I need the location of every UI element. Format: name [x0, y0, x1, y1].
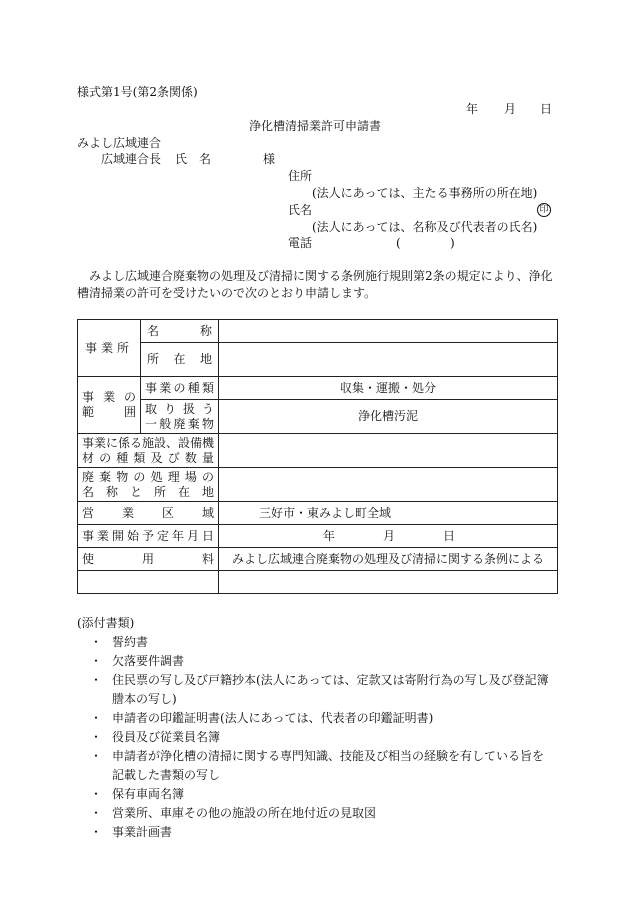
attachment-text: 欠落要件調書: [112, 654, 185, 668]
office-address-value: [219, 343, 558, 377]
facility-value: [219, 434, 558, 468]
bullet-mark: ・: [90, 806, 103, 820]
bullet-mark: ・: [90, 654, 103, 668]
facility-label-1: 事業に係る施設、設備機: [82, 435, 215, 450]
attachment-text: 保有車両名簿: [112, 787, 185, 801]
list-item: [90, 823, 555, 842]
list-item: [90, 728, 555, 747]
phone-paren-open: (: [396, 236, 401, 250]
bullet-mark: ・: [90, 635, 103, 649]
attachments-list: [90, 633, 555, 842]
addressee-name-label: 氏 名: [175, 152, 212, 166]
document-title: 浄化槽清掃業許可申請書: [248, 119, 381, 133]
scope-label-cell: [78, 377, 141, 434]
list-item: [90, 747, 555, 785]
date-month: 月: [504, 102, 517, 116]
blank-value-cell: [219, 571, 558, 594]
fee-label: 使用料: [78, 548, 219, 571]
attachment-text: 住民票の写し及び戸籍抄本(法人にあっては、定款又は寄附行為の写し及び登記簿謄本の写し): [112, 673, 549, 706]
bullet-mark: ・: [90, 730, 103, 744]
start-date-label: 事業開始予定年月日: [78, 525, 219, 548]
disposal-label-cell: [78, 468, 219, 502]
start-month: 月: [383, 528, 396, 543]
blank-label-cell: [78, 571, 219, 594]
attachment-text: 誓約書: [112, 635, 149, 649]
seal-mark: 印: [537, 203, 551, 217]
business-type-value: 収集・運搬・処分: [219, 377, 558, 400]
list-item: [90, 804, 555, 823]
disposal-label-2: 名称と所在地: [82, 484, 214, 499]
waste-label-cell: [141, 400, 219, 434]
phone-paren-close: ): [450, 236, 455, 250]
addressee-honorific: 様: [263, 152, 276, 166]
applicant-name-label: 氏名: [288, 203, 313, 217]
application-statement: みよし広域連合廃棄物の処理及び清掃に関する条例施行規則第2条の規定により、浄化槽清掃業の許可を受けたいので次のとおり申請します。: [77, 269, 553, 300]
list-item: [90, 652, 555, 671]
date-day: 日: [540, 102, 553, 116]
bullet-mark: ・: [90, 673, 103, 687]
applicant-phone-label: 電話: [288, 236, 313, 250]
start-day: 日: [443, 528, 456, 543]
attachment-text: 申請者が浄化槽の清掃に関する専門知識、技能及び相当の経験を有している旨を記載した書類の写し: [112, 749, 545, 782]
date-year: 年: [466, 102, 479, 116]
applicant-address-label: 住所: [288, 169, 313, 183]
business-type-label: 事業の種類: [141, 377, 219, 400]
applicant-name-note: (法人にあっては、名称及び代表者の氏名): [312, 220, 538, 234]
scope-label-1: 事業の: [82, 390, 136, 404]
waste-label-2: 一般廃棄物: [145, 416, 214, 431]
waste-label-1: 取り扱う: [145, 401, 214, 416]
facility-label-2: 材の種類及び数量: [82, 450, 214, 465]
list-item: [90, 709, 555, 728]
list-item: [90, 785, 555, 804]
office-address-label: 所在地: [141, 343, 219, 377]
waste-value: 浄化槽汚泥: [219, 400, 558, 434]
attachment-text: 申請者の印鑑証明書(法人にあっては、代表者の印鑑証明書): [112, 711, 434, 725]
office-label-cell: [78, 320, 141, 377]
applicant-address-note: (法人にあっては、主たる事務所の所在地): [312, 186, 538, 200]
disposal-value: [219, 468, 558, 502]
list-item: [90, 633, 555, 652]
attachments-title: (添付書類): [77, 616, 135, 630]
area-value: 三好市・東みよし町全域: [219, 502, 558, 525]
office-label: 事業所: [84, 340, 133, 355]
facility-label-cell: [78, 434, 219, 468]
form-number: 様式第1号(第2条関係): [77, 85, 198, 99]
office-name-value: [219, 320, 558, 343]
disposal-label-1: 廃棄物の処理場の: [82, 469, 214, 484]
start-year: 年: [323, 528, 336, 543]
attachment-text: 役員及び従業員名簿: [112, 730, 221, 744]
bullet-mark: ・: [90, 825, 103, 839]
list-item: [90, 671, 555, 709]
addressee-position: 広域連合長: [101, 152, 162, 166]
bullet-mark: ・: [90, 749, 103, 763]
fee-value: みよし広域連合廃棄物の処理及び清掃に関する条例による: [219, 548, 558, 571]
bullet-mark: ・: [90, 711, 103, 725]
bullet-mark: ・: [90, 787, 103, 801]
attachment-text: 事業計画書: [112, 825, 173, 839]
attachment-text: 営業所、車庫その他の施設の所在地付近の見取図: [112, 806, 377, 820]
addressee-organization: みよし広域連合: [77, 136, 162, 150]
area-label: 営業区域: [78, 502, 219, 525]
office-name-label: 名称: [141, 320, 219, 343]
start-date-value: [219, 525, 558, 548]
application-table: [77, 319, 558, 594]
scope-label-2: 範囲: [82, 405, 136, 419]
